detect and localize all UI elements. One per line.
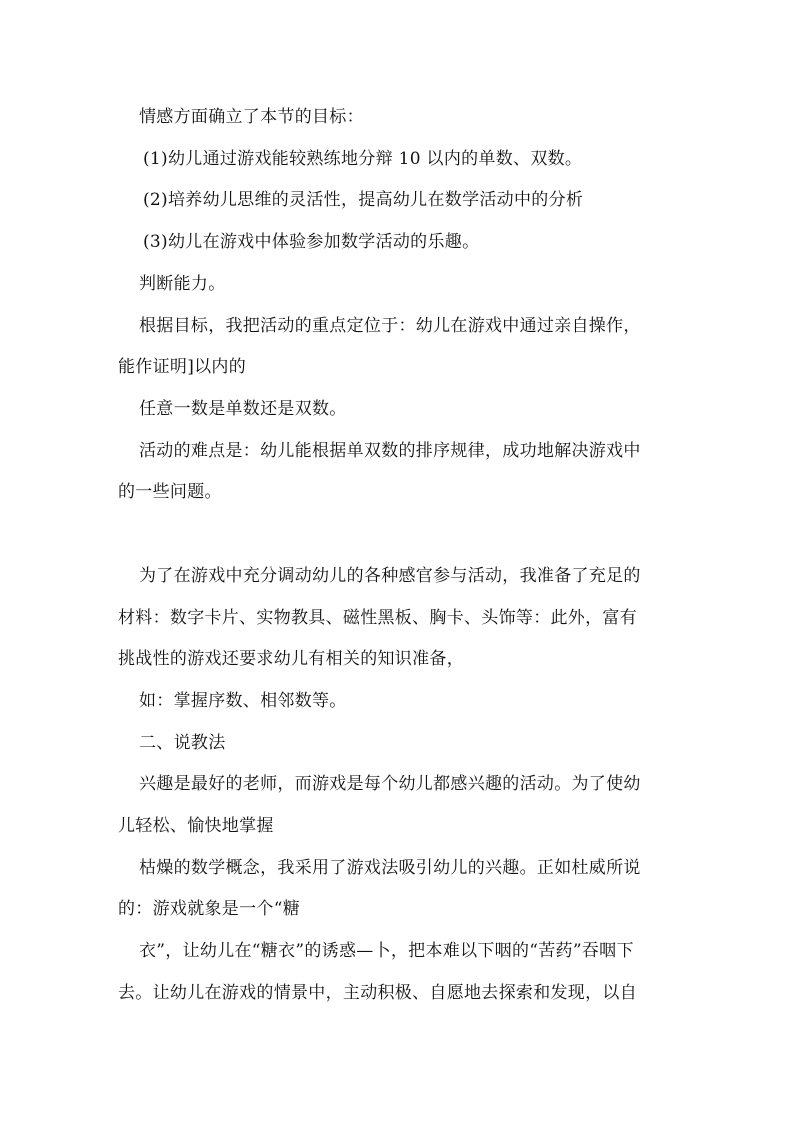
text-line-materials: 为了在游戏中充分调动幼儿的各种感官参与活动，我准备了充足的 <box>139 566 641 586</box>
text-line-objectives-intro: 情感方面确立了本节的目标： <box>139 107 364 127</box>
text-line-difficulty: 活动的难点是：幼儿能根据单双数的排序规律，成功地解决游戏中 <box>139 441 641 461</box>
text-line-interest: 兴趣是最好的老师，而游戏是每个幼儿都感兴趣的活动。为了使幼 <box>139 774 641 794</box>
text-line-sugar-coat: 衣”，让幼儿在“糖衣”的诱惑—卜，把本难以下咽的“苦药”吞咽下 <box>139 941 634 961</box>
text-line-interest-cont: 儿轻松、愉快地掌握 <box>118 816 274 836</box>
text-line-materials-example: 如：掌握序数、相邻数等。 <box>139 691 347 711</box>
text-line-key-point-end: 任意一数是单数还是双数。 <box>139 399 347 419</box>
text-line-materials-cont: 挑战性的游戏还要求幼儿有相关的知识准备， <box>118 649 464 669</box>
text-line-difficulty-cont: 的一些问题。 <box>118 482 222 502</box>
text-line-materials-list: 材料：数字卡片、实物教具、磁性黑板、胸卡、头饰等：此外，富有 <box>118 608 637 628</box>
text-line-explore: 去。让幼儿在游戏的情景中，主动积极、自愿地去探索和发现，以自 <box>118 983 637 1003</box>
text-line-method-quote: 的：游戏就象是一个“糖 <box>118 899 300 919</box>
section-heading-teaching-method: 二、说教法 <box>139 733 226 753</box>
text-line-method: 枯燥的数学概念，我采用了游戏法吸引幼儿的兴趣。正如杜威所说 <box>139 858 641 878</box>
text-line-goal-1: (1)幼儿通过游戏能较熟练地分辩 10 以内的单数、双数。 <box>143 149 583 169</box>
text-line-key-point: 根据目标，我把活动的重点定位于：幼儿在游戏中通过亲自操作， <box>139 316 641 336</box>
text-line-goal-3: (3)幼儿在游戏中体验参加数学活动的乐趣。 <box>143 232 480 252</box>
text-line-key-point-cont: 能作证明]以内的 <box>118 357 247 377</box>
text-line-goal-2: (2)培养幼儿思维的灵活性，提高幼儿在数学活动中的分析 <box>143 190 584 210</box>
text-line-judgment: 判断能力。 <box>139 274 226 294</box>
